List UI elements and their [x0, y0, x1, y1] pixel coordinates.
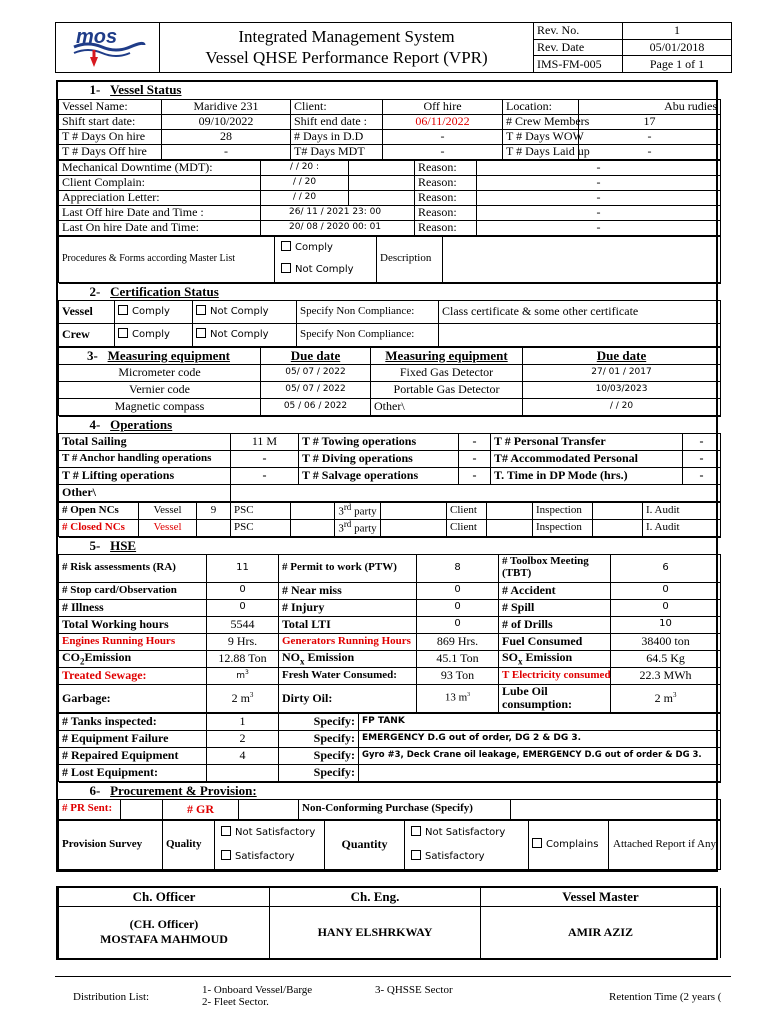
- vessel-name-value[interactable]: Maridive 231: [162, 99, 291, 114]
- distribution-item-3: 3- QHSSE Sector: [375, 984, 453, 996]
- repaired-label: # Repaired Equipment: [59, 747, 207, 764]
- appreciation-reason-label: Reason:: [415, 190, 477, 205]
- company-logo: [56, 23, 160, 73]
- tanks-specify-value[interactable]: FP TANK: [359, 713, 721, 730]
- closed-vessel-label: Vessel: [139, 519, 197, 536]
- cert-crew-not-comply-checkbox[interactable]: [193, 323, 297, 346]
- appreciation-time[interactable]: [349, 190, 415, 205]
- accommodated-label: T# Accommodated Personal: [491, 450, 683, 467]
- equipment-due-2[interactable]: 27/ 01 / 2017: [523, 364, 721, 381]
- ptw-value[interactable]: 8: [417, 554, 499, 582]
- drills-value[interactable]: 10: [611, 616, 721, 633]
- section-title: Measuring equipment: [107, 347, 231, 363]
- quantity-satisfactory-checkbox[interactable]: [411, 845, 525, 869]
- co2-value[interactable]: 12.88 Ton: [207, 650, 279, 667]
- complains-label: Complains: [546, 839, 599, 851]
- vessel-name-label: Vessel Name:: [59, 99, 162, 114]
- quality-satisfactory-checkbox[interactable]: [221, 845, 321, 869]
- cert-vessel-not-comply-checkbox[interactable]: [193, 300, 297, 323]
- cert-crew-label: Crew: [59, 323, 115, 346]
- nox-value[interactable]: 45.1 Ton: [417, 650, 499, 667]
- logo-text: mos: [75, 26, 117, 48]
- dirty-oil-label: Dirty Oil:: [279, 684, 417, 712]
- equipment-name-2: Other\: [371, 398, 523, 415]
- quantity-not-satisfactory-checkbox[interactable]: [411, 821, 525, 845]
- salvage-label: T # Salvage operations: [299, 467, 459, 484]
- ordinal-suffix: rd: [343, 518, 352, 529]
- procedures-comply-checkbox[interactable]: [281, 237, 373, 259]
- dirty-oil-amount[interactable]: 13 m: [444, 691, 468, 704]
- co2-text: CO: [62, 649, 80, 664]
- not-satisfactory-label: Not Satisfactory: [425, 826, 506, 838]
- days-wow-value[interactable]: -: [579, 129, 721, 144]
- section-title: Certification Status: [110, 283, 219, 299]
- events-table: [58, 160, 721, 236]
- client-label: Client:: [291, 99, 383, 114]
- garbage-label: Garbage:: [59, 684, 207, 712]
- closed-psc-label: PSC: [231, 519, 291, 536]
- signature-block: [56, 886, 718, 960]
- complain-reason-value[interactable]: -: [477, 175, 721, 190]
- days-wow-label: T # Days WOW: [503, 129, 579, 144]
- mos-logo-icon: [68, 23, 148, 69]
- section-number: 5-: [89, 537, 101, 553]
- sewage-unit: m: [236, 670, 245, 681]
- garbage-value: [207, 684, 279, 712]
- repaired-specify-label: Specify:: [279, 747, 359, 764]
- towing-value[interactable]: -: [459, 433, 491, 450]
- failure-specify-value[interactable]: EMERGENCY D.G out of order, DG 2 & DG 3.: [359, 730, 721, 747]
- procurement-section: [58, 782, 721, 820]
- anchor-label: T # Anchor handling operations: [59, 450, 231, 467]
- title-line-2: Vessel QHSE Performance Report (VPR): [205, 48, 488, 68]
- party-label: party: [351, 522, 377, 535]
- failure-value[interactable]: 2: [207, 730, 279, 747]
- co2-tail: Emission: [84, 649, 132, 664]
- checkbox-icon: [411, 850, 421, 860]
- injury-value[interactable]: 0: [417, 599, 499, 616]
- last-off-reason-value[interactable]: -: [477, 205, 721, 220]
- not-satisfactory-label: Not Satisfactory: [235, 826, 316, 838]
- gr-value[interactable]: [239, 799, 299, 819]
- personal-label: T # Personal Transfer: [491, 433, 683, 450]
- complains-checkbox[interactable]: [529, 820, 609, 869]
- illness-value[interactable]: 0: [207, 599, 279, 616]
- appreciation-label: Appreciation Letter:: [59, 190, 261, 205]
- repaired-value[interactable]: 4: [207, 747, 279, 764]
- document-header: [55, 22, 731, 73]
- checkbox-icon: [118, 328, 128, 338]
- near-miss-value[interactable]: 0: [417, 582, 499, 599]
- form-code: IMS-FM-005: [534, 56, 623, 73]
- distribution-label: Distribution List:: [73, 991, 150, 1003]
- days-dd-label: # Days in D.D: [291, 129, 383, 144]
- days-off-hire-value[interactable]: -: [162, 144, 291, 159]
- open-ncs-label: # Open NCs: [59, 502, 139, 519]
- document-footer: [55, 976, 731, 1016]
- lube-oil-label: Lube Oil consumption:: [499, 684, 611, 712]
- comply-label: Comply: [132, 329, 170, 341]
- nox-tail: Emission: [304, 649, 355, 664]
- cube-superscript: 3: [249, 690, 254, 699]
- diving-value[interactable]: -: [459, 450, 491, 467]
- closed-inspection-value[interactable]: [593, 519, 643, 536]
- vessel-status-section: [58, 82, 721, 160]
- appreciation-date[interactable]: / / 20: [261, 190, 349, 205]
- attached-report-label: Attached Report if Any: [609, 820, 721, 869]
- closed-third-party-value[interactable]: [381, 519, 447, 536]
- cert-crew-specify-label: Specify Non Compliance:: [297, 323, 439, 346]
- procedures-label: Procedures & Forms according Master List: [59, 236, 275, 282]
- engines-value[interactable]: 9 Hrs.: [207, 633, 279, 650]
- not-comply-label: Not Comply: [210, 306, 269, 318]
- days-mdt-label: T# Days MDT: [291, 144, 383, 159]
- vessel-master-header: Vessel Master: [481, 888, 721, 906]
- crew-label: # Crew Members: [503, 114, 579, 129]
- cert-vessel-specify-label: Specify Non Compliance:: [297, 300, 439, 323]
- crew-value[interactable]: 17: [579, 114, 721, 129]
- sox-text: SO: [502, 649, 519, 664]
- retention-time: Retention Time (2 years (: [609, 991, 722, 1003]
- equipment-name: Vernier code: [59, 381, 261, 398]
- provision-survey-table: [58, 820, 721, 870]
- days-off-hire-label: T # Days Off hire: [59, 144, 162, 159]
- failure-label: # Equipment Failure: [59, 730, 207, 747]
- working-hours-value[interactable]: 5544: [207, 616, 279, 633]
- appreciation-reason-value[interactable]: -: [477, 190, 721, 205]
- anchor-value[interactable]: -: [231, 450, 299, 467]
- chief-engineer-name: HANY ELSHRKWAY: [270, 906, 481, 958]
- checkbox-icon: [281, 263, 291, 273]
- lost-specify-label: Specify:: [279, 764, 359, 781]
- chief-officer-role: (CH. Officer): [129, 917, 199, 932]
- complain-label: Client Complain:: [59, 175, 261, 190]
- ptw-label: # Permit to work (PTW): [279, 554, 417, 582]
- equipment-due[interactable]: 05/ 07 / 2022: [261, 381, 371, 398]
- distribution-item-1: 1- Onboard Vessel/Barge: [202, 984, 313, 996]
- description-value[interactable]: [443, 236, 721, 282]
- days-laid-value[interactable]: -: [579, 144, 721, 159]
- lifting-value[interactable]: -: [231, 467, 299, 484]
- dp-label: T. Time in DP Mode (hrs.): [491, 467, 683, 484]
- section-number: 3-: [87, 347, 98, 363]
- closed-psc-value[interactable]: [291, 519, 335, 536]
- not-comply-label: Not Comply: [210, 329, 269, 341]
- cert-crew-comply-checkbox[interactable]: [115, 323, 193, 346]
- checkbox-icon: [221, 850, 231, 860]
- open-client-label: Client: [447, 502, 487, 519]
- electricity-value[interactable]: 22.3 MWh: [611, 667, 721, 684]
- equipment-due-2[interactable]: 10/03/2023: [523, 381, 721, 398]
- personal-value[interactable]: -: [683, 433, 721, 450]
- section-title: Vessel Status: [110, 82, 182, 98]
- ncp-label: Non-Conforming Purchase (Specify): [299, 799, 511, 819]
- mdt-reason-value[interactable]: -: [477, 160, 721, 175]
- operations-section: [58, 416, 721, 502]
- cube-superscript: 3: [672, 690, 677, 699]
- equipment-name: Micrometer code: [59, 364, 261, 381]
- days-on-hire-label: T # Days On hire: [59, 129, 162, 144]
- tbt-label: # Toolbox Meeting (TBT): [499, 554, 611, 582]
- closed-ncs-label: # Closed NCs: [59, 519, 139, 536]
- lube-oil-amount[interactable]: 2 m: [654, 690, 673, 705]
- quality-label: Quality: [163, 820, 215, 869]
- equipment-due[interactable]: 05/ 07 / 2022: [261, 364, 371, 381]
- garbage-amount[interactable]: 2 m: [231, 690, 250, 705]
- closed-third-party-label: 3: [338, 522, 344, 535]
- satisfactory-label: Satisfactory: [425, 850, 485, 862]
- sox-label: [499, 650, 611, 667]
- quality-not-satisfactory-checkbox[interactable]: [221, 821, 321, 845]
- description-label: Description: [377, 236, 443, 282]
- illness-label: # Illness: [59, 599, 207, 616]
- open-psc-value[interactable]: [291, 502, 335, 519]
- co2-subscript: 2: [80, 655, 85, 666]
- comply-label: Comply: [132, 306, 170, 318]
- due-date-header: Due date: [261, 347, 371, 364]
- accommodated-value[interactable]: -: [683, 450, 721, 467]
- last-off-hire-label: Last Off hire Date and Time :: [59, 205, 261, 220]
- equipment-due-2[interactable]: / / 20: [523, 398, 721, 415]
- closed-inspection-label: Inspection: [533, 519, 593, 536]
- lti-label: Total LTI: [279, 616, 417, 633]
- electricity-label: T Electricity consumed: [499, 667, 611, 684]
- equipment-name-2: Fixed Gas Detector: [371, 364, 523, 381]
- location-value[interactable]: Abu rudies: [579, 99, 721, 114]
- ncs-table: [58, 502, 721, 537]
- last-on-hire-label: Last On hire Date and Time:: [59, 220, 261, 235]
- open-third-party-label: 3: [338, 505, 344, 518]
- section-number: 1-: [89, 82, 101, 98]
- last-off-reason-label: Reason:: [415, 205, 477, 220]
- shift-start-label: Shift start date:: [59, 114, 162, 129]
- vessel-master-name: AMIR AZIZ: [481, 906, 721, 958]
- cert-crew-specify-value[interactable]: [439, 323, 721, 346]
- cube-superscript: 3: [244, 668, 249, 676]
- page-number: Page 1 of 1: [623, 56, 732, 73]
- nox-text: NO: [282, 649, 300, 664]
- mdt-date[interactable]: / / 20 :: [261, 160, 349, 175]
- drills-label: # of Drills: [499, 616, 611, 633]
- section-number: 6-: [89, 782, 101, 798]
- comply-label: Comply: [295, 242, 333, 253]
- nox-label: [279, 650, 417, 667]
- checkbox-icon: [196, 328, 206, 338]
- open-inspection-value[interactable]: [593, 502, 643, 519]
- total-sailing-value[interactable]: 11 M: [231, 433, 299, 450]
- lifting-label: T # Lifting operations: [59, 467, 231, 484]
- not-comply-label: Not Comply: [295, 264, 354, 275]
- sewage-value: [207, 667, 279, 684]
- main-form: [56, 80, 718, 872]
- sewage-label: Treated Sewage:: [59, 667, 207, 684]
- last-on-reason-label: Reason:: [415, 220, 477, 235]
- towing-label: T # Towing operations: [299, 433, 459, 450]
- ra-value[interactable]: 11: [207, 554, 279, 582]
- lost-label: # Lost Equipment:: [59, 764, 207, 781]
- complain-time[interactable]: [349, 175, 415, 190]
- spill-value[interactable]: 0: [611, 599, 721, 616]
- measuring-section: [58, 347, 721, 416]
- co2-label: [59, 650, 207, 667]
- working-hours-label: Total Working hours: [59, 616, 207, 633]
- checkbox-icon: [221, 826, 231, 836]
- near-miss-label: # Near miss: [279, 582, 417, 599]
- injury-label: # Injury: [279, 599, 417, 616]
- procedures-not-comply-checkbox[interactable]: [281, 259, 373, 281]
- tanks-value[interactable]: 1: [207, 713, 279, 730]
- section-title: Operations: [110, 416, 173, 432]
- closed-vessel-value[interactable]: [197, 519, 231, 536]
- chief-officer-name: MOSTAFA MAHMOUD: [100, 932, 228, 947]
- lost-value[interactable]: [207, 764, 279, 781]
- rev-no-value: 1: [623, 23, 732, 40]
- ncp-value[interactable]: [511, 799, 721, 819]
- gr-label: # GR: [163, 799, 239, 819]
- failure-specify-label: Specify:: [279, 730, 359, 747]
- mdt-time[interactable]: [349, 160, 415, 175]
- salvage-value[interactable]: -: [459, 467, 491, 484]
- rev-no-label: Rev. No.: [534, 23, 623, 40]
- report-title: [160, 23, 534, 73]
- engines-label: Engines Running Hours: [59, 633, 207, 650]
- equipment-due[interactable]: 05 / 06 / 2022: [261, 398, 371, 415]
- water-label: Fresh Water Consumed:: [279, 667, 417, 684]
- client-value[interactable]: Off hire: [383, 99, 503, 114]
- procedures-row: [58, 236, 721, 283]
- complain-reason-label: Reason:: [415, 175, 477, 190]
- checkbox-icon: [118, 305, 128, 315]
- lost-specify-value[interactable]: [359, 764, 721, 781]
- days-laid-label: T # Days Laid up: [503, 144, 579, 159]
- open-audit-label: I. Audit: [643, 502, 721, 519]
- dp-value[interactable]: -: [683, 467, 721, 484]
- other-value[interactable]: [231, 484, 721, 501]
- tbt-value[interactable]: 6: [611, 554, 721, 582]
- rev-date-value: 05/01/2018: [623, 39, 732, 56]
- fuel-value[interactable]: 38400 ton: [611, 633, 721, 650]
- chief-officer-header: Ch. Officer: [59, 888, 270, 906]
- other-label: Other\: [59, 484, 231, 501]
- days-on-hire-value[interactable]: 28: [162, 129, 291, 144]
- chief-engineer-header: Ch. Eng.: [270, 888, 481, 906]
- stop-card-label: # Stop card/Observation: [59, 582, 207, 599]
- section-number: 2-: [89, 283, 101, 299]
- equipment-name: Magnetic compass: [59, 398, 261, 415]
- last-off-hire-value[interactable]: 26/ 11 / 2021 23: 00: [261, 205, 415, 220]
- provision-survey-label: Provision Survey: [59, 820, 163, 869]
- closed-client-label: Client: [447, 519, 487, 536]
- total-sailing-label: Total Sailing: [59, 433, 231, 450]
- cert-vessel-comply-checkbox[interactable]: [115, 300, 193, 323]
- nox-subscript: x: [300, 655, 305, 666]
- sox-value[interactable]: 64.5 Kg: [611, 650, 721, 667]
- fuel-label: Fuel Consumed: [499, 633, 611, 650]
- certification-section: [58, 283, 721, 347]
- open-client-value[interactable]: [487, 502, 533, 519]
- checkbox-icon: [532, 838, 542, 848]
- hse-section: [58, 537, 721, 713]
- measuring-equipment-header-2: Measuring equipment: [371, 347, 523, 364]
- shift-start-value[interactable]: 09/10/2022: [162, 114, 291, 129]
- accident-label: # Accident: [499, 582, 611, 599]
- lube-oil-value: [611, 684, 721, 712]
- rev-date-label: Rev. Date: [534, 39, 623, 56]
- last-on-hire-value[interactable]: 20/ 08 / 2020 00: 01: [261, 220, 415, 235]
- tanks-specify-label: Specify:: [279, 713, 359, 730]
- repaired-specify-value[interactable]: Gyro #3, Deck Crane oil leakage, EMERGENCY D.G out of order & DG 3.: [359, 747, 721, 764]
- accident-value[interactable]: 0: [611, 582, 721, 599]
- sox-subscript: x: [518, 655, 523, 666]
- shift-end-label: Shift end date :: [291, 114, 383, 129]
- ordinal-suffix: rd: [343, 501, 352, 512]
- mdt-reason-label: Reason:: [415, 160, 477, 175]
- location-label: Location:: [503, 99, 579, 114]
- checkbox-icon: [196, 305, 206, 315]
- open-third-party-value[interactable]: [381, 502, 447, 519]
- closed-audit-label: I. Audit: [643, 519, 721, 536]
- satisfactory-label: Satisfactory: [235, 850, 295, 862]
- lti-value[interactable]: 0: [417, 616, 499, 633]
- spill-label: # Spill: [499, 599, 611, 616]
- days-mdt-value[interactable]: -: [383, 144, 503, 159]
- generators-label: Generators Running Hours: [279, 633, 417, 650]
- pr-sent-label: # PR Sent:: [59, 799, 121, 819]
- cube-superscript: 3: [467, 691, 471, 698]
- pr-sent-value[interactable]: [121, 799, 163, 819]
- shift-end-value[interactable]: 06/11/2022: [383, 114, 503, 129]
- diving-label: T # Diving operations: [299, 450, 459, 467]
- complain-date[interactable]: / / 20: [261, 175, 349, 190]
- party-label: party: [351, 505, 377, 518]
- section-title: HSE: [110, 537, 137, 553]
- sox-tail: Emission: [522, 649, 573, 664]
- last-on-reason-value[interactable]: -: [477, 220, 721, 235]
- dirty-oil-value: [417, 684, 499, 712]
- equipment-name-2: Portable Gas Detector: [371, 381, 523, 398]
- section-number: 4-: [89, 416, 101, 432]
- open-inspection-label: Inspection: [533, 502, 593, 519]
- stop-card-value[interactable]: 0: [207, 582, 279, 599]
- open-vessel-value[interactable]: 9: [197, 502, 231, 519]
- checkbox-icon: [281, 241, 291, 251]
- quantity-label: Quantity: [325, 820, 405, 869]
- open-psc-label: PSC: [231, 502, 291, 519]
- ra-label: # Risk assessments (RA): [59, 554, 207, 582]
- mdt-label: Mechanical Downtime (MDT):: [59, 160, 261, 175]
- tanks-label: # Tanks inspected:: [59, 713, 207, 730]
- distribution-item-2: 2- Fleet Sector.: [202, 996, 269, 1008]
- section-title: Procurement & Provision:: [110, 782, 257, 798]
- cert-vessel-label: Vessel: [59, 300, 115, 323]
- generators-value[interactable]: 869 Hrs.: [417, 633, 499, 650]
- days-dd-value[interactable]: -: [383, 129, 503, 144]
- water-value[interactable]: 93 Ton: [417, 667, 499, 684]
- cert-vessel-specify-value[interactable]: Class certificate & some other certificate: [439, 300, 721, 323]
- checkbox-icon: [411, 826, 421, 836]
- due-date-header-2: Due date: [523, 347, 721, 364]
- equipment-table: [58, 713, 721, 782]
- open-vessel-label: Vessel: [139, 502, 197, 519]
- title-line-1: Integrated Management System: [238, 27, 455, 47]
- closed-client-value[interactable]: [487, 519, 533, 536]
